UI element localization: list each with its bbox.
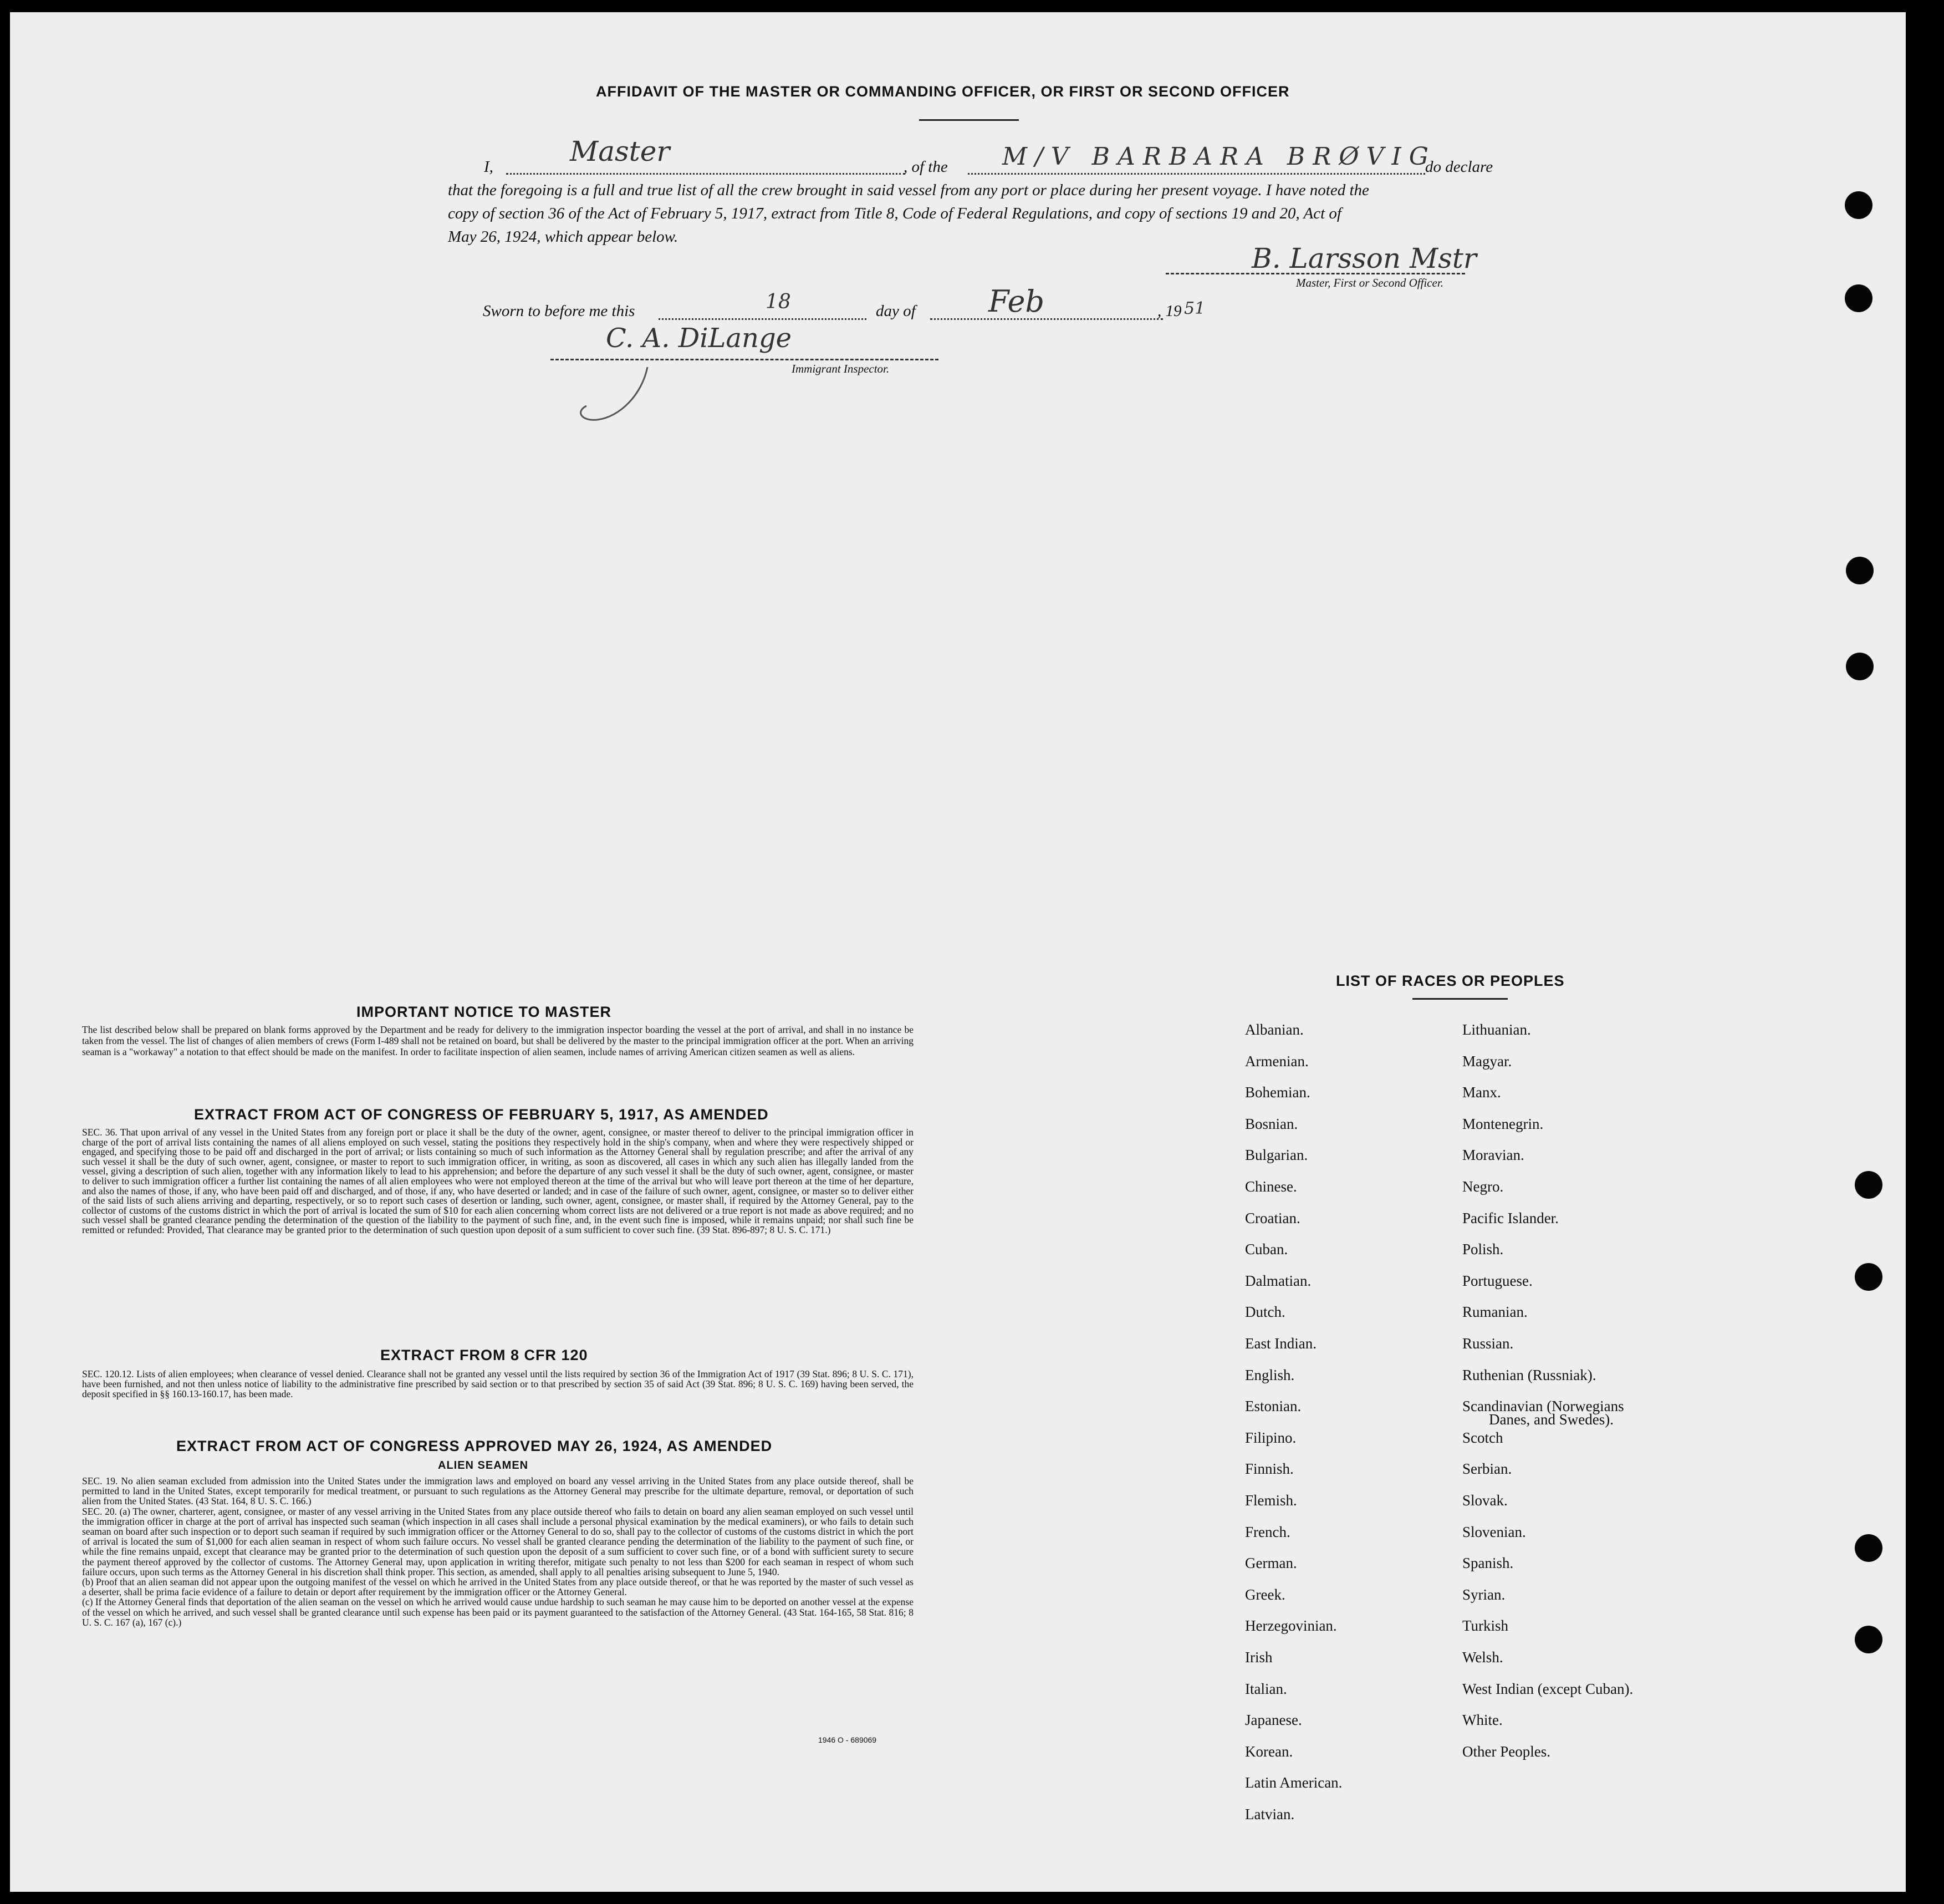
race-item: Other Peoples. [1462,1743,1550,1760]
race-item: Cuban. [1245,1241,1288,1258]
race-item: Scotch [1462,1429,1503,1446]
punch-hole [1855,1171,1882,1199]
race-item: Welsh. [1462,1649,1503,1666]
race-item: Bulgarian. [1245,1147,1308,1164]
inspector-signature: C. A. DiLange [606,323,792,354]
punch-hole [1846,557,1874,584]
notice-text: The list described below shall be prepared on blank forms approved by the Department and be ready for delivery to the immigration inspector boarding the vessel at the port of arrival, and shall in no instance be taken from the vessel. The list of changes of alien members of crews (Form I-489 shall not be retained on board, but shall be delivered by the master to the principal immigration officer at the port. When an arriving seaman is a "workaway" a notation to that effect should be made on the manifest. In order to facilitate inspection of alien seamen, include names of arriving American citizen seamen as well as aliens. [82,1024,914,1057]
race-item: English. [1245,1366,1295,1383]
race-item: Japanese. [1245,1712,1302,1729]
sec-20c-paragraph: (c) If the Attorney General finds that deportation of the alien seaman on the vessel on which he arrived would cause undue hardship to such seaman he may cause him to be deported on another vessel at the expense of the vessel on which he arrived, and such vessel shall be granted clearance until such expense has been paid or its payment guaranteed to the satisfaction of the Attorney General. (43 Stat. 164-165, 58 Stat. 816; 8 U. S. C. 167 (a), 167 (c).) [82,1596,914,1628]
races-title-rule [1412,998,1508,1000]
inspector-flourish [564,362,675,450]
race-item: West Indian (except Cuban). [1462,1680,1634,1697]
month-handwritten: Feb [988,284,1045,319]
race-item: Dutch. [1245,1304,1285,1321]
race-item: Lithuanian. [1462,1021,1531,1038]
punch-hole [1845,284,1872,312]
race-item: Turkish [1462,1617,1509,1635]
race-item: Flemish. [1245,1492,1297,1509]
race-item: Latvian. [1245,1806,1295,1822]
month-line [930,318,1163,320]
extract-1924-text [82,1476,914,1627]
punch-hole [1845,191,1872,219]
race-item: Herzegovinian. [1245,1617,1337,1635]
race-item: Manx. [1462,1084,1501,1101]
inspector-caption: Immigrant Inspector. [792,362,890,375]
inspector-signature-line [550,359,938,360]
name-field-line [506,173,905,175]
race-item: Armenian. [1245,1052,1309,1070]
alien-seamen-subtitle: ALIEN SEAMEN [438,1459,529,1472]
race-item: Korean. [1245,1743,1293,1760]
race-item: Montenegrin. [1462,1115,1544,1132]
race-item: German. [1245,1555,1297,1572]
extract-1917-text: SEC. 36. That upon arrival of any vessel in the United States from any foreign port or place it shall be the duty of the owner, agent, consignee, or master thereof to deliver to the principal immigration officer in charge of the port of arrival lists containing the names of all aliens employed on such vessel, stating the positions they respectively hold in the ship's company, when and where they were respectively shipped or engaged, and specifying those to be paid off and discharged in the port of arrival; or lists containing so much of such information as the Attorney General shall by regulation prescribe; and after the arrival of any such vessel it shall be the duty of such owner, agent, consignee, or master to report to such immigration officer, in writing, as soon as discovered, all cases in which any such alien has illegally landed from the vessel, giving a description of such alien, together with any information likely to lead to his apprehension; and before the departure of any such vessel it shall be the duty of such owner, agent, consignee, or master to deliver to such immigration officer a further list containing the names of all alien employees who were not employed thereon at the time of the arrival but who will leave port thereon at the time of her departure, and also the names of those, if any, who have been paid off and discharged, and of those, if any, who have deserted or landed; and in case of the failure of such owner, agent, consignee, or master so to deliver either of the said lists of such aliens arriving and departing, respectively, or so to report such cases of desertion or landing, such owner, agent, consignee, or master shall, if required by the Attorney General, pay to the collector of customs of the customs district in which the port of arrival is located the sum of $10 for each alien concerning whom correct lists are not delivered or a true report is not made as above required; and no such vessel shall be granted clearance pending the determination of the question of the liability to the payment of such fine, and, in the event such fine is imposed, while it remains unpaid; nor shall such fine be remitted or refunded: Provided, That clearance may be granted prior to the determination of such question upon deposit of a sum sufficient to cover such fine. (39 Stat. 896-897; 8 U. S. C. 171.) [82,1127,914,1235]
affidavit-line-3: copy of section 36 of the Act of February 5, 1917, extract from Title 8, Code of Federal Regulations, and copy of sections 19 and 20, Act of [448,205,1341,222]
races-title: LIST OF RACES OR PEOPLES [1336,973,1565,989]
race-item: Moravian. [1462,1147,1524,1164]
sec-20b-paragraph: (b) Proof that an alien seaman did not appear upon the outgoing manifest of the vessel on which he arrived in the United States from any place outside thereof, or that he was reported by the master of such vessel as a deserter, shall be prima facie evidence of a failure to detain or deport after requirement by the immigration officer or the Attorney General. [82,1576,914,1598]
name-handwritten: Master [570,135,670,167]
race-item: Portuguese. [1462,1272,1533,1289]
i-label: I, [484,158,493,176]
race-item: Negro. [1462,1178,1504,1195]
race-item: Greek. [1245,1586,1285,1603]
race-item: Filipino. [1245,1429,1297,1446]
race-item: Polish. [1462,1241,1504,1258]
race-item: Bohemian. [1245,1084,1310,1101]
race-item: Italian. [1245,1680,1287,1697]
race-item: Danes, and Swedes). [1489,1411,1614,1428]
race-item: Irish [1245,1649,1273,1666]
sworn-label: Sworn to before me this [483,302,635,320]
affidavit-line-4: May 26, 1924, which appear below. [448,228,678,246]
year-prefix: , 19 [1157,302,1182,320]
title-rule [919,119,1019,121]
race-item: Serbian. [1462,1460,1512,1478]
of-the-label: , of the [904,158,948,176]
notice-title: IMPORTANT NOTICE TO MASTER [356,1004,611,1020]
affidavit-line-2: that the foregoing is a full and true list of all the crew brought in said vessel from any port or place during her present voyage. I have noted the [448,181,1369,199]
punch-hole [1855,1534,1882,1562]
vessel-field-line [968,173,1425,175]
do-declare-label: do declare [1425,158,1493,176]
punch-hole [1855,1626,1882,1653]
affidavit-title: AFFIDAVIT OF THE MASTER OR COMMANDING OFFICER, OR FIRST OR SECOND OFFICER [596,83,1290,100]
race-item: Pacific Islander. [1462,1209,1559,1226]
race-item: Russian. [1462,1335,1514,1352]
print-code: 1946 O - 689069 [818,1735,877,1744]
race-item: Latin American. [1245,1774,1343,1791]
race-item: Croatian. [1245,1209,1300,1226]
punch-hole [1855,1263,1882,1291]
race-item: Chinese. [1245,1178,1297,1195]
race-item: Albanian. [1245,1021,1304,1038]
year-handwritten: 51 [1184,299,1206,318]
race-item: East Indian. [1245,1335,1317,1352]
punch-hole [1846,653,1874,680]
race-item: Bosnian. [1245,1115,1298,1132]
master-signature: B. Larsson Mstr [1252,242,1477,274]
race-item: Slovak. [1462,1492,1508,1509]
document-page [10,12,1906,1892]
race-item: Finnish. [1245,1460,1294,1478]
race-item: Syrian. [1462,1586,1506,1603]
race-item: Ruthenian (Russniak). [1462,1366,1596,1383]
master-signature-line [1166,273,1465,274]
race-item: Dalmatian. [1245,1272,1312,1289]
extract-1924-title: EXTRACT FROM ACT OF CONGRESS APPROVED MAY 26, 1924, AS AMENDED [176,1438,773,1454]
race-item: Slovenian. [1462,1523,1526,1540]
vessel-handwritten: M/V BARBARA BRØVIG [1002,142,1436,171]
race-item: French. [1245,1523,1290,1540]
race-item: Rumanian. [1462,1304,1528,1321]
sworn-day-line [659,318,866,320]
extract-1917-title: EXTRACT FROM ACT OF CONGRESS OF FEBRUARY 5, 1917, AS AMENDED [194,1106,769,1123]
race-item: Magyar. [1462,1052,1512,1070]
master-caption: Master, First or Second Officer. [1296,276,1443,289]
extract-cfr-title: EXTRACT FROM 8 CFR 120 [380,1347,588,1363]
day-of-label: day of [876,302,916,320]
race-item: White. [1462,1712,1503,1729]
sworn-day-handwritten: 18 [766,291,791,313]
sec-19-paragraph: SEC. 19. No alien seaman excluded from admission into the United States under the immigration laws and employed on board any vessel arriving in the United States from any place outside thereof, shall be permitted to land in the United States, except temporarily for medical treatment, or pursuant to such regulations as the Attorney General may prescribe for the ultimate departure, removal, or deportation of such alien from the United States. (43 Stat. 164, 8 U. S. C. 166.) [82,1475,914,1507]
race-item: Spanish. [1462,1555,1514,1572]
sec-20a-paragraph: SEC. 20. (a) The owner, charterer, agent, consignee, or master of any vessel arriving in the United States from any place outside thereof who fails to detain on board any alien seaman employed on such vessel until the immigration officer in charge at the port of arrival has inspected such seaman (which inspection in all cases shall include a personal physical examination by the medical examiners), or who fails to detain such seaman on board after such inspection or to deport such seaman if required by such immigration officer or the Attorney General to do so, shall pay to the collector of customs of the customs district in which the port of arrival is located the sum of $1,000 for each alien seaman in respect of whom such failure occurs. No vessel shall be granted clearance pending the determination of the liability to the payment of such fine, or while the fine remains unpaid, except that clearance may be granted prior to the determination of such question upon the deposit of a sum sufficient to cover such fine, or of a bond with sufficient surety to secure the payment thereof approved by the collector of customs. The Attorney General may, upon application in writing therefor, mitigate such penalty to not less than $200 for each seaman in respect of whom such failure occurs, upon such terms as the Attorney General in his discretion shall think proper. This section, as amended, shall apply to all penalties arising subsequent to June 5, 1940. [82,1505,914,1577]
race-item: Scandinavian (Norwegians [1462,1398,1624,1415]
extract-cfr-text: SEC. 120.12. Lists of alien employees; when clearance of vessel denied. Clearance shall not be granted any vessel until the lists required by section 36 of the Immigration Act of 1917 (39 Stat. 896; 8 U. S. C. 171), have been furnished, and not then unless notice of liability to the administrative fine prescribed by said section or to that prescribed by section 35 of said Act (39 Stat. 896; 8 U. S. C. 169) having been served, the deposit specified in §§ 160.13-160.17, has been made. [82,1368,914,1399]
race-item: Estonian. [1245,1398,1302,1415]
